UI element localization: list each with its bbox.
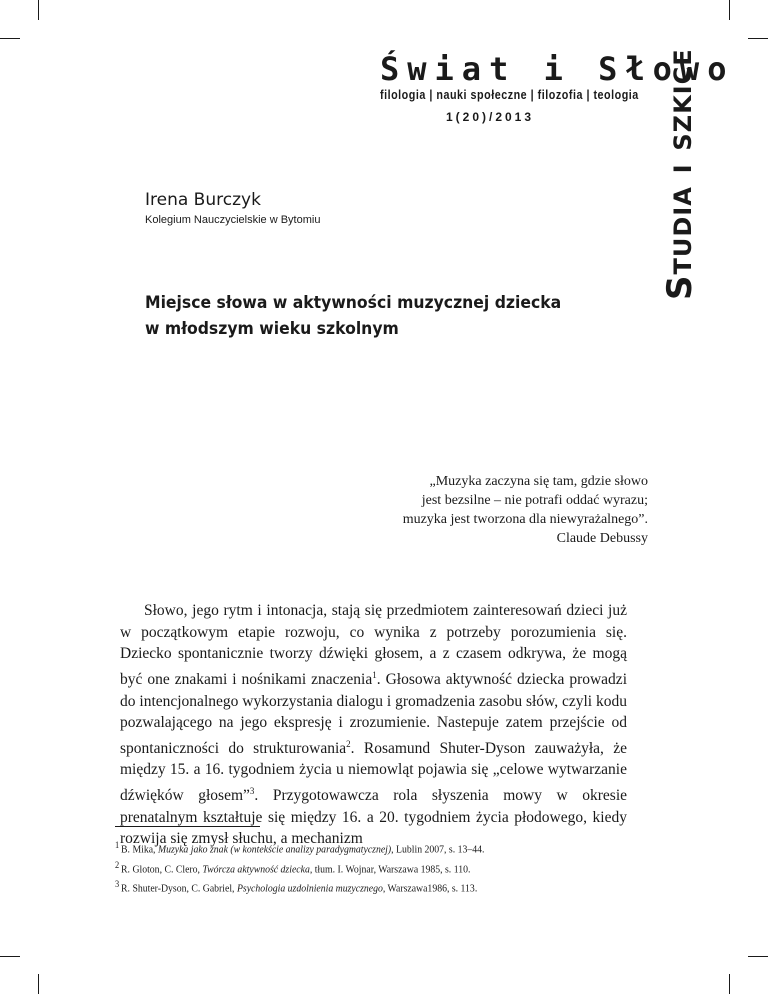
footnote-ref[interactable]: 1 — [372, 669, 377, 680]
crop-mark — [38, 0, 39, 20]
epigraph-attribution: Claude Debussy — [556, 531, 648, 546]
body-paragraph — [120, 600, 627, 850]
footnote — [115, 858, 599, 878]
footnote-rule — [115, 826, 260, 827]
crop-mark — [38, 974, 39, 994]
journal-title: Świat i Słowo — [380, 50, 735, 88]
footnote — [115, 877, 599, 897]
footnote-title: Psychologia uzdolnienia muzycznego, — [236, 883, 386, 895]
author-affiliation: Kolegium Nauczycielskie w Bytomiu — [145, 214, 321, 226]
article-title-line: Miejsce słowa w aktywności muzycznej dziecka — [145, 293, 562, 313]
journal-issue: 1(20)/2013 — [445, 110, 535, 124]
crop-mark — [748, 956, 768, 957]
crop-mark — [748, 38, 768, 39]
footnote-text: tłum. I. Wojnar, Warszawa 1985, s. 110. — [312, 864, 471, 875]
footnote-number: 3 — [115, 879, 120, 889]
footnote — [115, 838, 599, 858]
footnote-ref[interactable]: 2 — [346, 738, 351, 749]
footnote-title: Twórcza aktywność dziecka, — [202, 864, 313, 875]
section-label: Studia i szkice — [660, 48, 700, 300]
epigraph-line: muzyka jest tworzona dla niewyrażalnego”. — [402, 512, 648, 527]
article-title — [145, 290, 587, 342]
article-title-line: w młodszym wieku szkolnym — [145, 319, 399, 339]
journal-header — [380, 50, 735, 124]
footnote-text: R. Gloton, C. Clero, — [121, 864, 203, 875]
footnote-number: 1 — [115, 840, 120, 850]
footnote-ref[interactable]: 3 — [249, 786, 255, 797]
epigraph — [288, 472, 648, 548]
footnote-text: , Lublin 2007, s. 13–44. — [391, 844, 485, 856]
body-text: . Rosamund Shuter-Dyson zauważyła, że między 15. a 16. tygodniem życia u niemowląt pojawia się „celowe wytwarzanie dźwięków głosem” — [120, 739, 627, 805]
author-name: Irena Burczyk — [145, 190, 261, 210]
footnote-number: 2 — [115, 859, 120, 870]
journal-subtitle: filologia | nauki społeczne | filozofia | teologia — [380, 88, 639, 102]
crop-mark — [729, 974, 730, 994]
footnote-text: B. Mika, — [121, 844, 158, 856]
footnote-text: R. Shuter-Dyson, C. Gabriel, — [121, 883, 237, 895]
footnote-text: Warszawa1986, s. 113. — [385, 883, 478, 895]
body-text: Słowo, jego rytm i intonacja, stają się przedmiotem zainteresowań dzieci już w początkowym etapie rozwoju, co wynika z potrzeby porozumienia się. Dziecko spontanicznie tworzy dźwięki głosem, a z czasem odkrywa, że mogą być one znakami i nośnikami znaczenia — [120, 602, 627, 688]
crop-mark — [0, 38, 20, 39]
footnotes — [115, 838, 599, 897]
crop-mark — [729, 0, 730, 20]
epigraph-line: jest bezsilne – nie potrafi oddać wyrazu; — [421, 493, 648, 508]
body-text: . Przygotowawcza rola słyszenia mowy w okresie prenatalnym kształtuje się między 16. a 20. tygodniem życia płodowego, kiedy rozwija się zmysł słuchu, a mechanizm — [120, 787, 627, 848]
epigraph-line: „Muzyka zaczyna się tam, gdzie słowo — [429, 474, 648, 489]
body-text: . Głosowa aktywność dziecka prowadzi do intencjonalnego wykorzystania dialogu i gromadzenia zasobu słów, czyli kodu pozwalającego na jego ekspresję i zrozumienie. Nastepuje zatem przejście od spontaniczności do strukturowania — [120, 670, 627, 757]
crop-mark — [0, 956, 20, 957]
footnote-title: Muzyka jako znak (w kontekście analizy paradygmatycznej) — [157, 844, 392, 856]
